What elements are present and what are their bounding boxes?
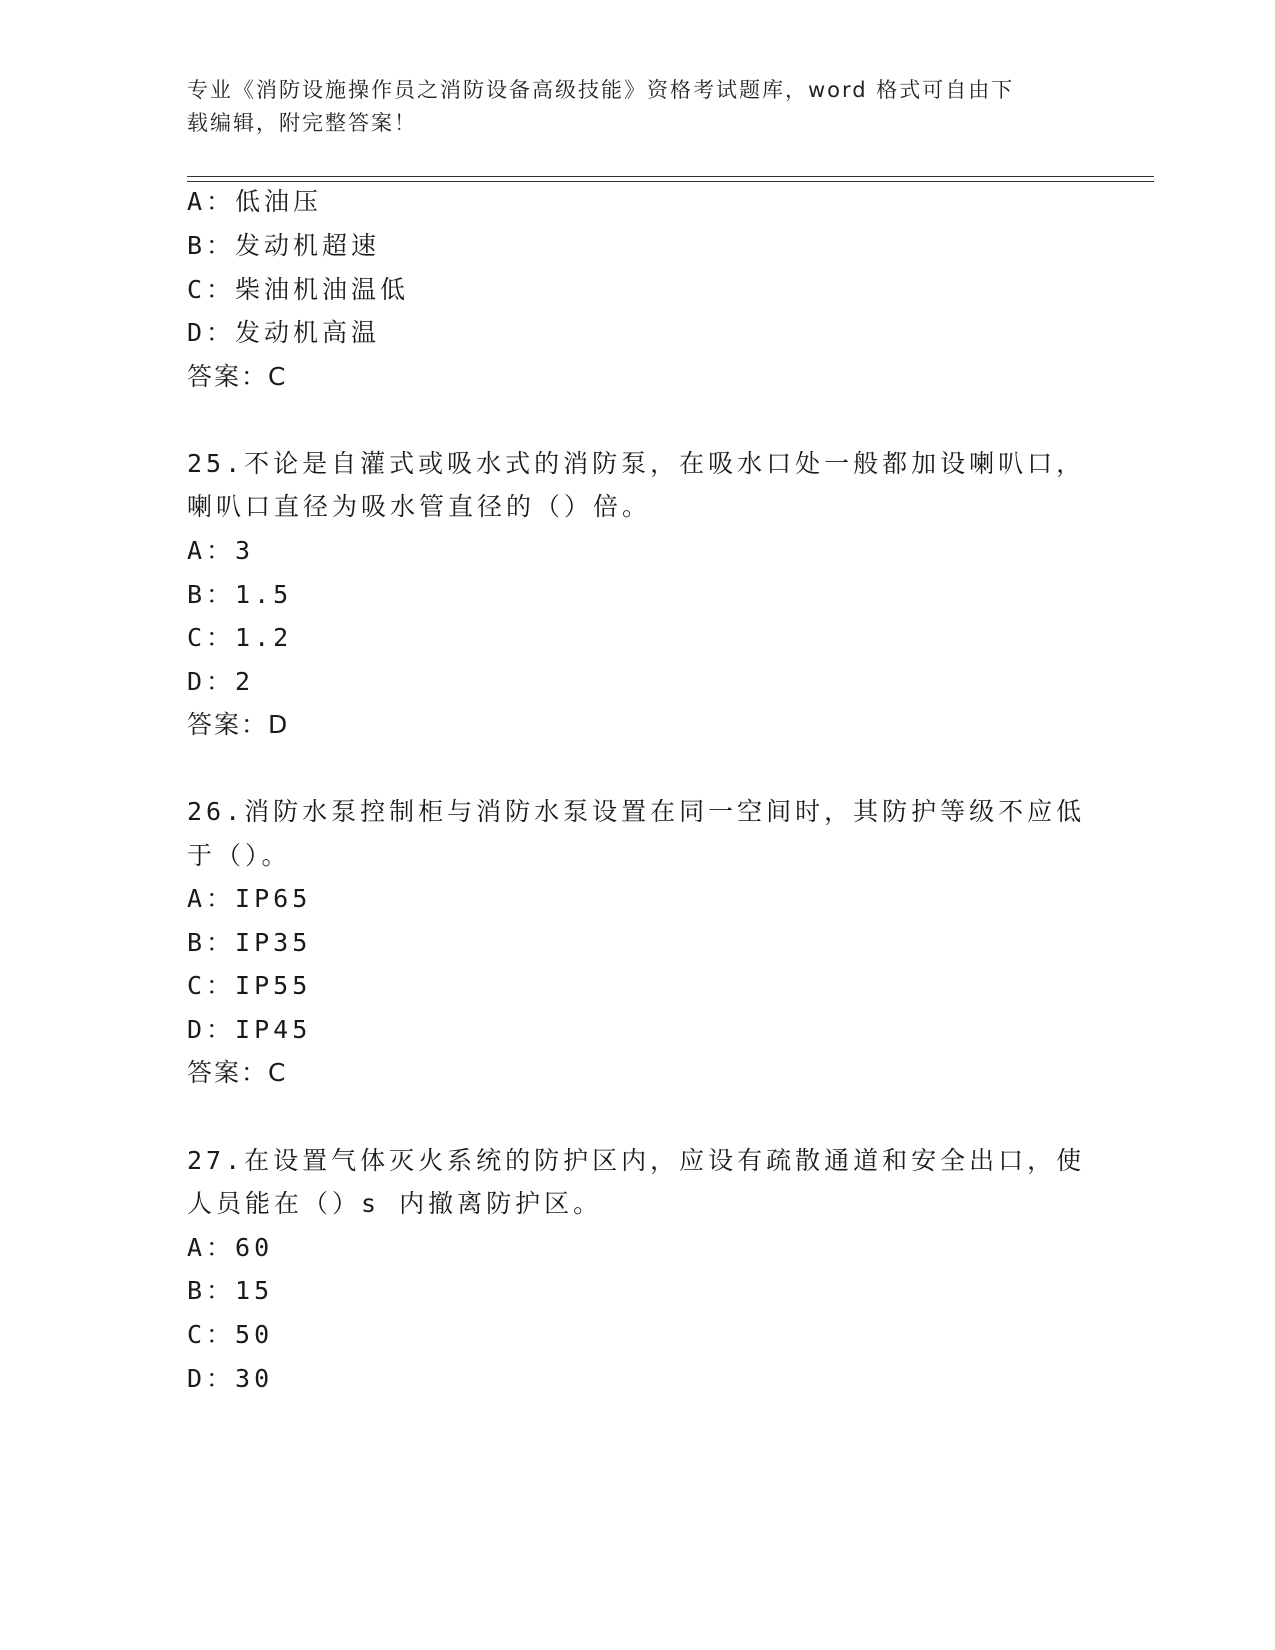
question-25-option-b: B：1.5 [187, 580, 293, 609]
question-27-option-d: D：30 [187, 1364, 274, 1393]
header-line-1: 专业《消防设施操作员之消防设备高级技能》资格考试题库，word 格式可自由下 [187, 78, 1015, 102]
question-27-text-line-2: 人员能在（）s 内撤离防护区。 [187, 1189, 603, 1218]
question-25-text-line-2: 喇叭口直径为吸水管直径的（）倍。 [187, 492, 652, 521]
question-25-text-line-1: 25.不论是自灌式或吸水式的消防泵，在吸水口处一般都加设喇叭口， [187, 449, 1086, 478]
question-26-text-line-1: 26.消防水泵控制柜与消防水泵设置在同一空间时，其防护等级不应低 [187, 797, 1086, 826]
header-divider-top [187, 176, 1154, 177]
question-26-option-d: D：IP45 [187, 1015, 312, 1044]
header-line-2: 载编辑，附完整答案！ [187, 111, 417, 135]
prev-option-d: D：发动机高温 [187, 318, 381, 347]
header-divider-bottom [187, 181, 1154, 182]
question-27-option-c: C：50 [187, 1320, 274, 1349]
document-header [187, 74, 1067, 140]
question-26-option-b: B：IP35 [187, 928, 312, 957]
question-27-option-a: A：60 [187, 1233, 274, 1262]
question-25-option-c: C：1.2 [187, 623, 293, 652]
prev-option-b: B：发动机超速 [187, 231, 381, 260]
question-26-option-c: C：IP55 [187, 971, 312, 1000]
question-25-option-d: D：2 [187, 667, 255, 696]
question-26-text-line-2: 于（）。 [187, 841, 291, 870]
question-25-option-a: A：3 [187, 536, 255, 565]
question-26-option-a: A：IP65 [187, 884, 312, 913]
prev-option-a: A：低油压 [187, 187, 323, 216]
prev-answer: 答案：C [187, 362, 288, 391]
question-27-option-b: B：15 [187, 1276, 274, 1305]
question-25-answer: 答案：D [187, 710, 290, 739]
question-26-answer: 答案：C [187, 1058, 288, 1087]
question-27-text-line-1: 27.在设置气体灭火系统的防护区内，应设有疏散通道和安全出口，使 [187, 1146, 1086, 1175]
prev-option-c: C：柴油机油温低 [187, 275, 410, 304]
